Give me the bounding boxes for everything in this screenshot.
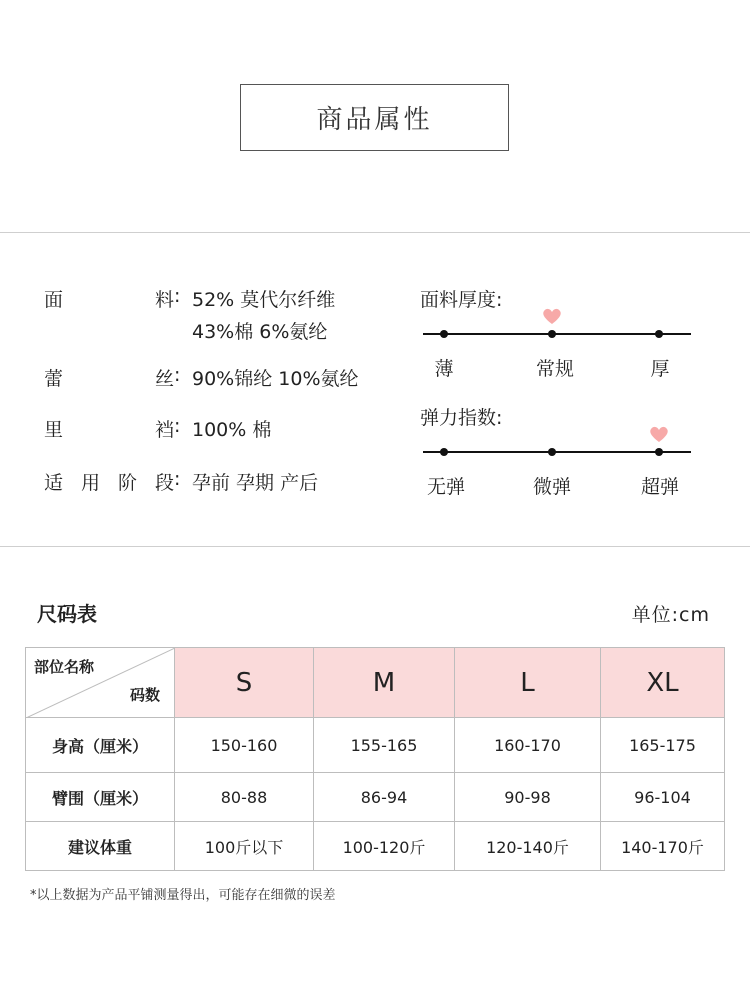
attr-value-crotch: 100% 棉 — [192, 419, 272, 441]
size-header-l: L — [455, 648, 601, 718]
row-label-height: 身高（厘米） — [26, 718, 175, 773]
heart-icon — [649, 424, 669, 444]
table-cell: 140-170斤 — [601, 822, 725, 871]
thickness-dot-1 — [440, 330, 448, 338]
size-header-row — [26, 648, 725, 718]
attr-label-fabric — [44, 285, 174, 312]
attr-value-fabric: 52% 莫代尔纤维 — [192, 289, 336, 311]
attr-label-char: 适 — [44, 472, 64, 494]
table-cell: 100斤以下 — [175, 822, 314, 871]
attr-label-char: 面 — [44, 289, 64, 311]
table-cell: 96-104 — [601, 773, 725, 822]
attr-label-char: 阶 — [117, 472, 137, 494]
elasticity-title: 弹力指数: — [420, 407, 503, 429]
elasticity-dot-3 — [655, 448, 663, 456]
size-table-corner — [26, 648, 175, 718]
size-header-xl: XL — [601, 648, 725, 718]
size-chart-title: 尺码表 — [37, 602, 97, 626]
page-title: 商品属性 — [240, 84, 509, 151]
size-header-m: M — [314, 648, 455, 718]
attr-value-fabric-2: 43%棉 6%氨纶 — [192, 321, 328, 343]
thickness-title: 面料厚度: — [420, 289, 503, 311]
attr-label-char: 蕾 — [44, 368, 64, 390]
attr-label-char: 里 — [44, 419, 64, 441]
attr-label-lace — [44, 364, 174, 391]
heart-icon — [542, 306, 562, 326]
size-table — [25, 647, 725, 871]
table-cell: 80-88 — [175, 773, 314, 822]
attr-label-char: 裆 — [154, 419, 174, 441]
table-cell: 155-165 — [314, 718, 455, 773]
row-label-weight: 建议体重 — [26, 822, 175, 871]
thickness-label-thin: 薄 — [434, 358, 454, 380]
elasticity-label-slight: 微弹 — [532, 476, 571, 498]
elasticity-label-super: 超弹 — [640, 476, 679, 498]
attr-label-char: 丝 — [154, 368, 174, 390]
table-cell: 150-160 — [175, 718, 314, 773]
elasticity-scale-line — [423, 451, 691, 453]
table-row — [26, 773, 725, 822]
table-row — [26, 822, 725, 871]
size-header-s: S — [175, 648, 314, 718]
attr-value-stage: 孕前 孕期 产后 — [192, 472, 319, 494]
corner-label-size: 码数 — [129, 686, 160, 704]
table-cell: 120-140斤 — [455, 822, 601, 871]
corner-label-part: 部位名称 — [34, 658, 95, 676]
thickness-scale-line — [423, 333, 691, 335]
table-cell: 90-98 — [455, 773, 601, 822]
table-cell: 100-120斤 — [314, 822, 455, 871]
elasticity-dot-2 — [548, 448, 556, 456]
attr-label-crotch — [44, 415, 174, 442]
measurement-note: *以上数据为产品平铺测量得出，可能存在细微的误差 — [30, 888, 336, 903]
thickness-dot-3 — [655, 330, 663, 338]
table-row — [26, 718, 725, 773]
table-cell: 160-170 — [455, 718, 601, 773]
row-label-arm: 臂围（厘米） — [26, 773, 175, 822]
size-chart-unit: 单位:cm — [631, 604, 710, 626]
table-cell: 86-94 — [314, 773, 455, 822]
attr-label-char: 用 — [80, 472, 100, 494]
attr-label-char: 段 — [154, 472, 174, 494]
elasticity-dot-1 — [440, 448, 448, 456]
attr-label-char: 料 — [154, 289, 174, 311]
divider-middle — [0, 546, 750, 547]
table-cell: 165-175 — [601, 718, 725, 773]
divider-top — [0, 232, 750, 233]
thickness-label-thick: 厚 — [650, 358, 670, 380]
elasticity-label-none: 无弹 — [426, 476, 465, 498]
attr-label-stage — [44, 468, 174, 495]
thickness-label-regular: 常规 — [535, 358, 574, 380]
thickness-dot-2 — [548, 330, 556, 338]
attr-value-lace: 90%锦纶 10%氨纶 — [192, 368, 359, 390]
